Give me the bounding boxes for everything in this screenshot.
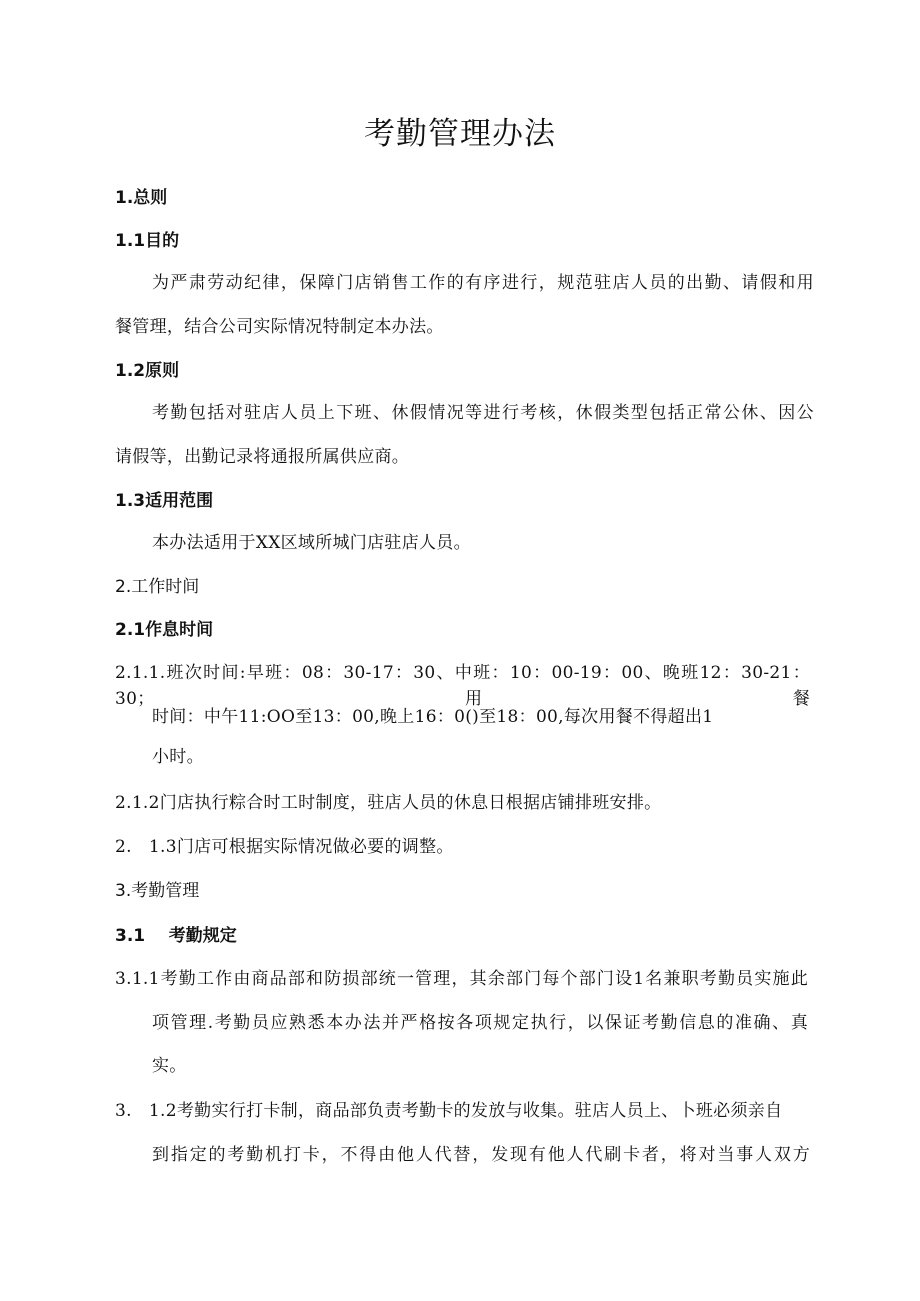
subsection-heading-1-1: 1.1目的 (115, 231, 180, 251)
subsection-heading-1-3: 1.3适用范围 (115, 491, 214, 511)
section-heading-3: 3.考勤管理 (115, 881, 200, 901)
paragraph-3-1-1-line-2: 项管理.考勤员应熟悉本办法并严格按各项规定执行，以保证考勤信息的准确、真 (152, 1013, 808, 1033)
paragraph-2-1-3: 2. 1.3门店可根据实际情况做必要的调整。 (115, 837, 454, 857)
paragraph-1-3: 本办法适用于XX区域所城门店驻店人员。 (152, 533, 471, 553)
paragraph-1-2-line-2: 请假等，出勤记录将通报所属供应商。 (115, 447, 410, 467)
paragraph-3-1-2-line-2: 到指定的考勤机打卡，不得由他人代替，发现有他人代刷卡者，将对当事人双方 (152, 1145, 810, 1165)
section-heading-1: 1.总则 (115, 188, 168, 208)
paragraph-2-1-1-line-1: 2.1.1.班次时间:早班：08：30-17：30、中班：10：00-19：00、晚班12：30-21：30；用餐 (115, 663, 810, 709)
paragraph-3-1-1-line-3: 实。 (152, 1056, 187, 1076)
section-heading-2: 2.工作时间 (115, 577, 200, 597)
paragraph-2-1-2: 2.1.2门店执行粽合时工时制度，驻店人员的休息日根据店铺排班安排。 (115, 793, 662, 813)
paragraph-2-1-1-line-2: 时间：中午11:OO至13：00,晚上16：0()至18：00,每次用餐不得超出1 (152, 707, 714, 727)
paragraph-2-1-1-line-3: 小时。 (152, 747, 204, 767)
subsection-heading-1-2: 1.2原则 (115, 361, 180, 381)
subsection-heading-3-1: 3.1 考勤规定 (115, 926, 237, 946)
paragraph-3-1-2-line-1: 3. 1.2考勤实行打卡制，商品部负责考勤卡的发放与收集。驻店人员上、卜班必须亲自 (115, 1101, 783, 1121)
subsection-heading-2-1: 2.1作息时间 (115, 620, 214, 640)
paragraph-1-2-line-1: 考勤包括对驻店人员上下班、休假情况等进行考核，休假类型包括正常公休、因公 (152, 403, 814, 423)
paragraph-1-1-line-2: 餐管理，结合公司实际情况特制定本办法。 (115, 317, 444, 337)
paragraph-3-1-1-line-1: 3.1.1考勤工作由商品部和防损部统一管理，其余部门每个部门设1名兼职考勤员实施此 (115, 969, 808, 989)
paragraph-1-1-line-1: 为严肃劳动纪律，保障门店销售工作的有序进行，规范驻店人员的出勤、请假和用 (152, 273, 814, 293)
document-title: 考勤管理办法 (364, 116, 556, 152)
